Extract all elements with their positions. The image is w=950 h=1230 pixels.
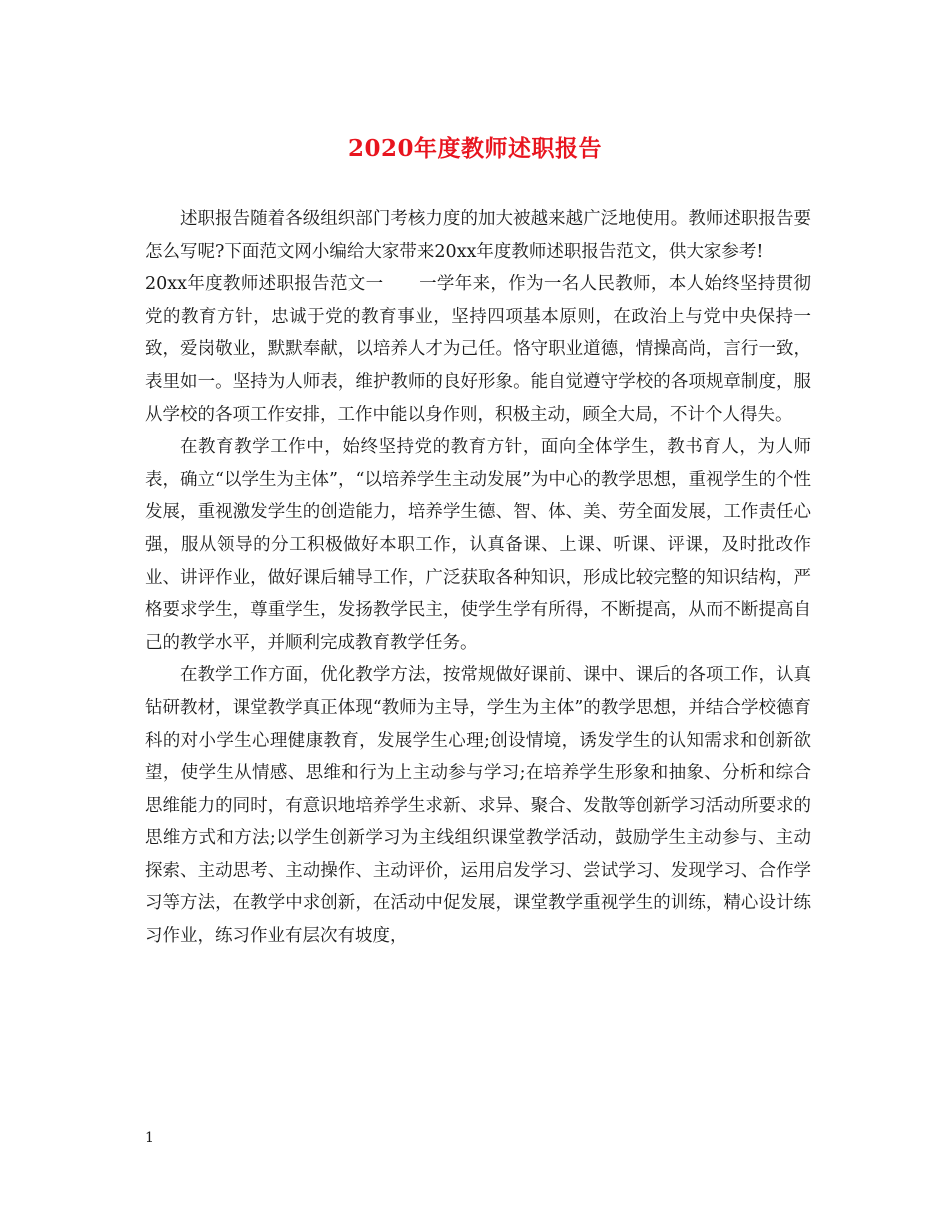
- page-number: 1: [145, 1130, 154, 1146]
- paragraph-sample-one: 20xx年度教师述职报告范文一 一学年来，作为一名人民教师，本人始终坚持贯彻党的教育方针，忠诚于党的教育事业，坚持四项基本原则，在政治上与党中央保持一致，爱岗敬业，默默奉献，以培养人才为己任。恪守职业道德，情操高尚，言行一致，表里如一。坚持为人师表，维护教师的良好形象。能自觉遵守学校的各项规章制度，服从学校的各项工作安排，工作中能以身作则，积极主动，顾全大局，不计个人得失。: [145, 274, 811, 425]
- document-title: 2020年度教师述职报告: [347, 135, 602, 162]
- paragraph-teaching-work: 在教学工作方面，优化教学方法，按常规做好课前、课中、课后的各项工作，认真钻研教材，课堂教学真正体现“教师为主导，学生为主体”的教学思想，并结合学校德育科的对小学生心理健康教育，发展学生心理;创设情境，诱发学生的认知需求和创新欲望，使学生从情感、思维和行为上主动参与学习;在培养学生形象和抽象、分析和综合思维能力的同时，有意识地培养学生求新、求异、聚合、发散等创新学习活动所要求的思维方式和方法;以学生创新学习为主线组织课堂教学活动，鼓励学生主动参与、主动探索、主动思考、主动操作、主动评价，运用启发学习、尝试学习、发现学习、合作学习等方法，在教学中求创新，在活动中促发展，课堂教学重视学生的训练，精心设计练习作业，练习作业有层次有坡度，: [145, 665, 811, 947]
- document-body: [145, 203, 811, 953]
- paragraph-education-work: 在教育教学工作中，始终坚持党的教育方针，面向全体学生，教书育人，为人师表，确立“以学生为主体”，“以培养学生主动发展”为中心的教学思想，重视学生的个性发展，重视激发学生的创造能力，培养学生德、智、体、美、劳全面发展，工作责任心强，服从领导的分工积极做好本职工作，认真备课、上课、听课、评课，及时批改作业、讲评作业，做好课后辅导工作，广泛获取各种知识，形成比较完整的知识结构，严格要求学生，尊重学生，发扬教学民主，使学生学有所得，不断提高，从而不断提高自己的教学水平，并顺利完成教育教学任务。: [145, 437, 811, 653]
- paragraph-intro: 述职报告随着各级组织部门考核力度的加大被越来越广泛地使用。教师述职报告要怎么写呢?下面范文网小编给大家带来20xx年度教师述职报告范文，供大家参考!: [145, 209, 811, 262]
